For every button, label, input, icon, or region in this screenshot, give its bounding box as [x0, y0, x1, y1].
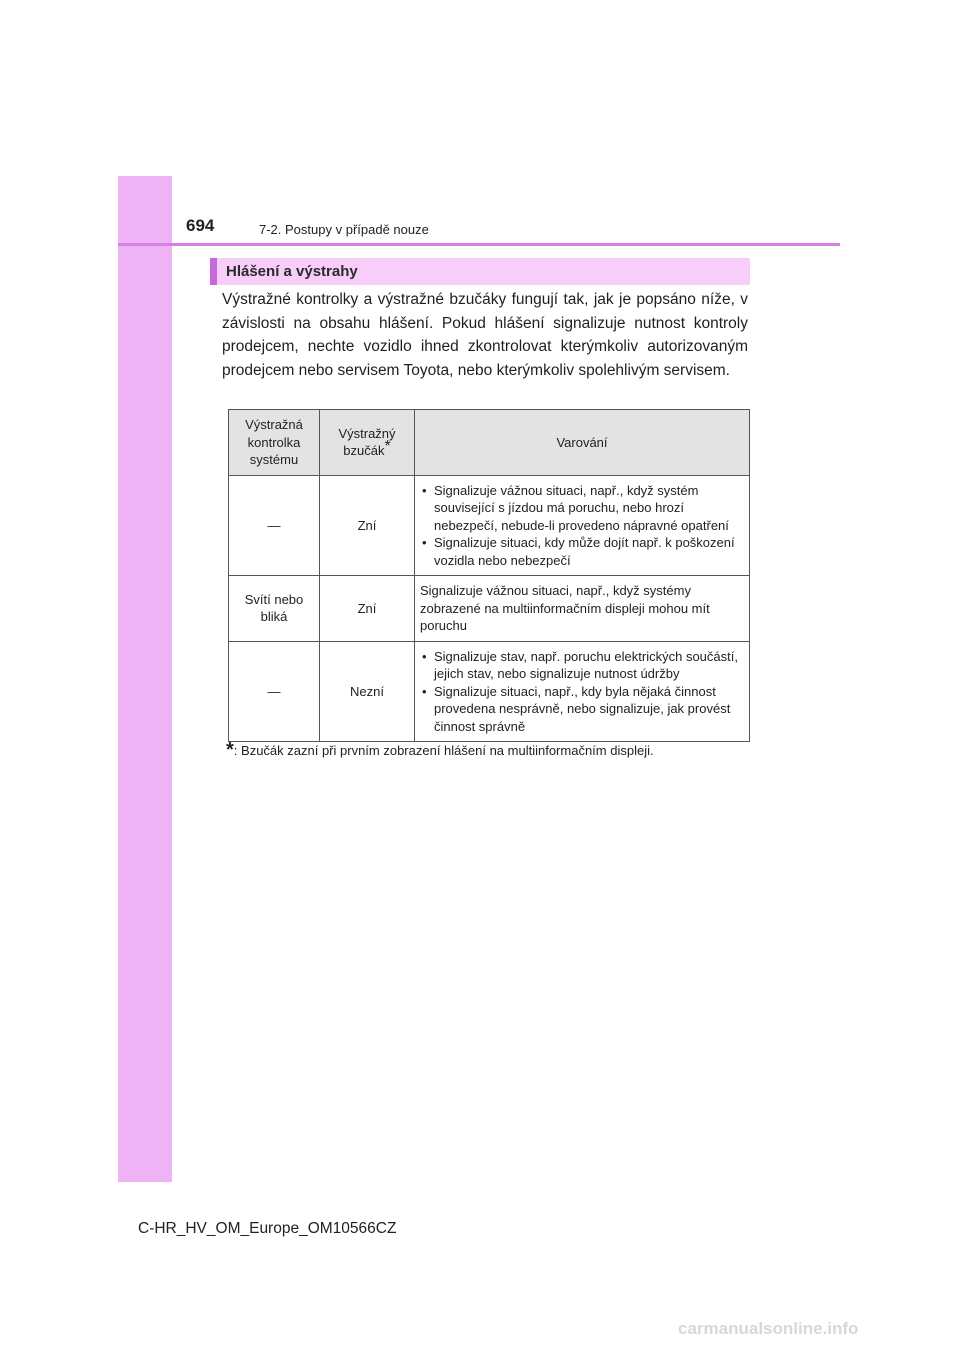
cell-light: —	[229, 475, 320, 576]
list-item: • Signalizuje situaci, kdy může dojít např. k poškození vozidla nebo nebezpečí	[420, 534, 744, 569]
table-row	[229, 641, 750, 742]
watermark: carmanualsonline.info	[678, 1319, 859, 1338]
list-item: • Signalizuje vážnou situaci, např., když systém související s jízdou má poruchu, nebo hrozí nebezpečí, nebude-li provedeno nápravné opatření	[420, 482, 744, 535]
list-item: • Signalizuje stav, např. poruchu elektrických součástí, jejich stav, nebo signalizuje nutnost údržby	[420, 648, 744, 683]
cell-warning	[415, 475, 750, 576]
intro-paragraph: Výstražné kontrolky a výstražné bzučáky fungují tak, jak je popsáno níže, v závislosti na obsahu hlášení. Pokud hlášení signalizuje nutnost kontroly prodejcem, nechte vozidlo ihned zkontrolovat kterýmkoliv autorizovaným prodejcem nebo servisem Toyota, nebo kterýmkoliv spolehlivým servisem.	[222, 291, 748, 379]
header-buzzer	[320, 410, 415, 476]
footnote	[226, 740, 766, 763]
header-buzzer-label: Výstražný bzučák	[338, 425, 396, 459]
cell-warning: Signalizuje vážnou situaci, např., když systémy zobrazené na multiinformačním displeji mohou mít poruchu	[415, 576, 750, 642]
header-warning	[415, 410, 750, 476]
cell-light: —	[229, 641, 320, 742]
table-row	[229, 475, 750, 576]
cell-buzzer: Nezní	[320, 641, 415, 742]
cell-buzzer: Zní	[320, 576, 415, 642]
header-light-label: Výstražná kontrolka systému	[245, 417, 303, 467]
warning-list	[420, 482, 744, 570]
header-warning-label: Varování	[556, 434, 608, 450]
warning-table	[228, 409, 750, 742]
header-rule	[118, 243, 840, 246]
side-tab-band	[118, 176, 172, 1182]
cell-buzzer: Zní	[320, 475, 415, 576]
list-item: • Signalizuje situaci, např., kdy byla nějaká činnost provedena nesprávně, nebo signalizuje, jak provést činnost správně	[420, 683, 744, 736]
page-number: 694	[186, 216, 215, 235]
warning-list	[420, 648, 744, 736]
footnote-text: : Bzučák zazní při prvním zobrazení hlášení na multiinformačním displeji.	[233, 742, 654, 758]
table-row	[229, 576, 750, 642]
cell-light: Svítí nebo bliká	[229, 576, 320, 642]
header-light	[229, 410, 320, 476]
footnote-mark: *	[384, 438, 391, 456]
section-path: 7-2. Postupy v případě nouze	[259, 222, 429, 237]
table-header-row	[229, 410, 750, 476]
footnote-star: *	[226, 739, 234, 761]
document-id: C-HR_HV_OM_Europe_OM10566CZ	[138, 1220, 397, 1237]
section-heading: Hlášení a výstrahy	[210, 258, 750, 285]
cell-warning	[415, 641, 750, 742]
